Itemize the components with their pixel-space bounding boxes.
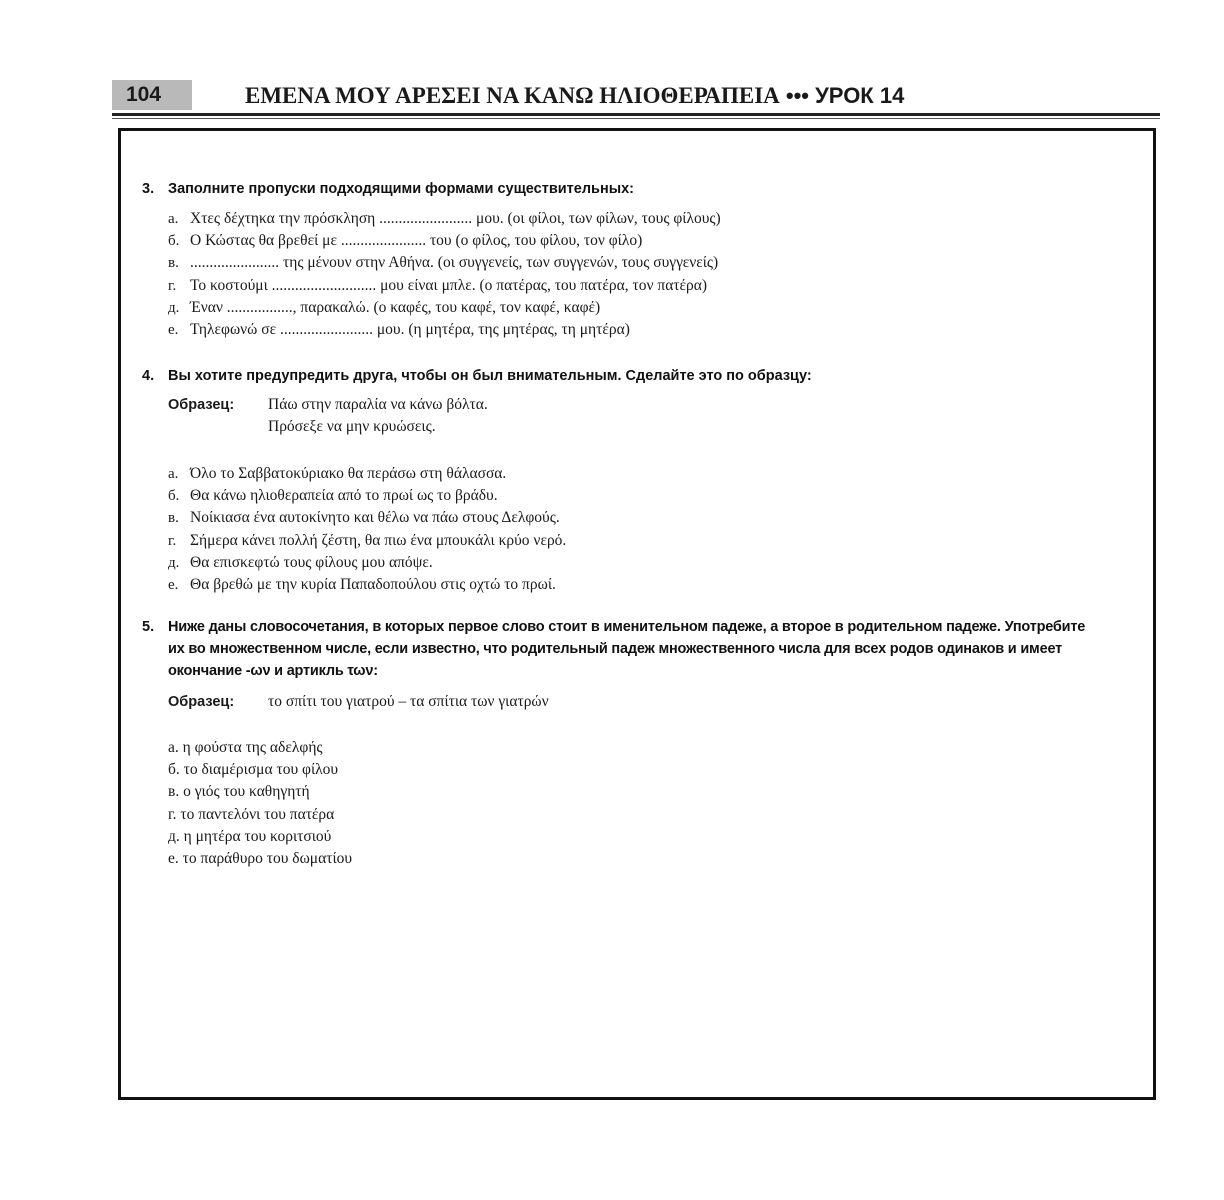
item-text: Θα βρεθώ με την κυρία Παπαδοπούλου στις οχτώ το πρωί.: [190, 576, 556, 594]
item-label: г.: [168, 805, 177, 823]
list-item: [168, 297, 1142, 319]
list-item: [168, 275, 1142, 297]
header-rule-thin: [112, 118, 1160, 119]
list-item: [168, 530, 1142, 552]
exercise-5-instruction-line: окончание -ων и артикль των:: [168, 663, 378, 679]
exercise-box: [118, 128, 1156, 1100]
exercise-4-instruction: Вы хотите предупредить друга, чтобы он был внимательным. Сделайте это по образцу:: [168, 368, 812, 384]
exercise-5: [142, 616, 1152, 870]
item-text: Θα κάνω ηλιοθεραπεία από το πρωί ως το βράδυ.: [190, 487, 498, 505]
item-text: Όλο το Σαββατοκύριακο θα περάσω στη θάλασσα.: [190, 465, 507, 482]
list-item: [168, 759, 1152, 781]
list-item: [168, 507, 1142, 529]
item-label: е.: [168, 577, 179, 594]
item-label: г.: [168, 277, 177, 294]
exercise-3: [142, 178, 1142, 341]
exercise-5-instruction-line: их во множественном числе, если известно, что родительный падеж множественного числа для всех родов одинаков и имеет: [168, 641, 1063, 657]
item-text: το παράθυρο του δωματίου: [182, 850, 353, 868]
list-item: [168, 804, 1152, 826]
exercise-3-number: 3.: [142, 181, 155, 197]
item-label: г.: [168, 532, 177, 549]
exercise-4-sample: [142, 394, 1142, 438]
header-separator: •••: [785, 83, 809, 108]
list-item: [168, 826, 1152, 848]
exercise-3-list: [142, 208, 1142, 341]
sample-line: το σπίτι του γιατρού – τα σπίτια των γιατρών: [268, 693, 549, 710]
sample-label: Образец:: [168, 694, 235, 710]
item-text: Χτες δέχτηκα την πρόσκληση ........................ μου. (οι φίλοι, των φίλων, τους φίλους): [190, 210, 721, 227]
list-item: [168, 737, 1152, 759]
item-label: д.: [168, 554, 180, 571]
item-text: η μητέρα του κοριτσιού: [183, 827, 332, 845]
item-label: д.: [168, 827, 180, 845]
exercise-5-instruction-line: Ниже даны словосочетания, в которых первое слово стоит в именительном падеже, а второе в родительном падеже. Употребите: [168, 619, 1086, 635]
sample-label: Образец:: [168, 397, 235, 413]
item-label: е.: [168, 322, 179, 339]
list-item: [168, 252, 1142, 274]
exercise-5-list: [142, 737, 1152, 870]
item-label: е.: [168, 850, 179, 868]
item-text: Έναν ................., παρακαλώ. (ο καφές, του καφέ, τον καφέ, καφέ): [190, 298, 601, 316]
item-label: а.: [168, 466, 179, 482]
item-label: д.: [168, 299, 180, 316]
list-item: [168, 552, 1142, 574]
sample-line: Πρόσεξε να μην κρυώσεις.: [268, 418, 436, 435]
item-label: б.: [168, 761, 180, 779]
item-label: б.: [168, 233, 180, 250]
item-label: а.: [168, 739, 179, 756]
lesson-label: УРОК 14: [815, 83, 905, 108]
item-label: в.: [168, 255, 179, 272]
exercise-4: [142, 365, 1142, 596]
item-text: το διαμέρισμα του φίλου: [183, 761, 339, 779]
item-text: το παντελόνι του πατέρα: [180, 805, 335, 823]
list-item: [168, 208, 1142, 230]
item-text: Νοίκιασα ένα αυτοκίνητο και θέλω να πάω στους Δελφούς.: [190, 509, 560, 527]
list-item: [168, 485, 1142, 507]
exercise-4-list: [142, 463, 1142, 596]
item-text: Το κοστούμι ........................... μου είναι μπλε. (ο πατέρας, του πατέρα, τον πατέρα): [190, 276, 708, 294]
item-label: б.: [168, 488, 180, 505]
item-text: Ο Κώστας θα βρεθεί με ...................... του (ο φίλος, του φίλου, τον φίλο): [190, 232, 643, 250]
list-item: [168, 319, 1142, 341]
exercise-3-title: [142, 178, 1142, 200]
list-item: [168, 848, 1152, 870]
item-text: Σήμερα κάνει πολλή ζέστη, θα πιω ένα μπουκάλι κρύο νερό.: [190, 531, 567, 549]
item-text: Τηλεφωνώ σε ........................ μου. (η μητέρα, της μητέρας, τη μητέρα): [190, 321, 630, 339]
exercise-5-title: [142, 616, 1152, 682]
exercise-5-sample: [142, 691, 1152, 713]
list-item: [168, 781, 1152, 803]
page-number: 104: [112, 80, 192, 110]
item-label: в.: [168, 510, 179, 527]
list-item: [168, 230, 1142, 252]
item-text: Θα επισκεφτώ τους φίλους μου απόψε.: [190, 553, 433, 571]
exercise-4-title: [142, 365, 1142, 387]
list-item: [168, 463, 1142, 485]
item-label: в.: [168, 783, 180, 801]
item-text: ....................... της μένουν στην Αθήνα. (οι συγγενείς, των συγγενών, τους συγγενείς): [190, 254, 719, 272]
item-text: ο γιός του καθηγητή: [183, 783, 310, 801]
sample-line: Πάω στην παραλία να κάνω βόλτα.: [268, 396, 488, 413]
page-header: [245, 80, 904, 112]
header-rule: [112, 113, 1160, 116]
exercise-5-number: 5.: [142, 619, 155, 635]
exercise-4-number: 4.: [142, 368, 155, 384]
list-item: [168, 574, 1142, 596]
item-text: η φούστα της αδελφής: [182, 739, 323, 756]
chapter-title: ΕΜΕΝΑ ΜΟΥ ΑΡΕΣΕΙ ΝΑ ΚΑΝΩ ΗΛΙΟΘΕΡΑΠΕΙΑ: [245, 83, 780, 108]
exercise-3-instruction: Заполните пропуски подходящими формами существительных:: [168, 181, 634, 197]
item-label: а.: [168, 211, 179, 227]
